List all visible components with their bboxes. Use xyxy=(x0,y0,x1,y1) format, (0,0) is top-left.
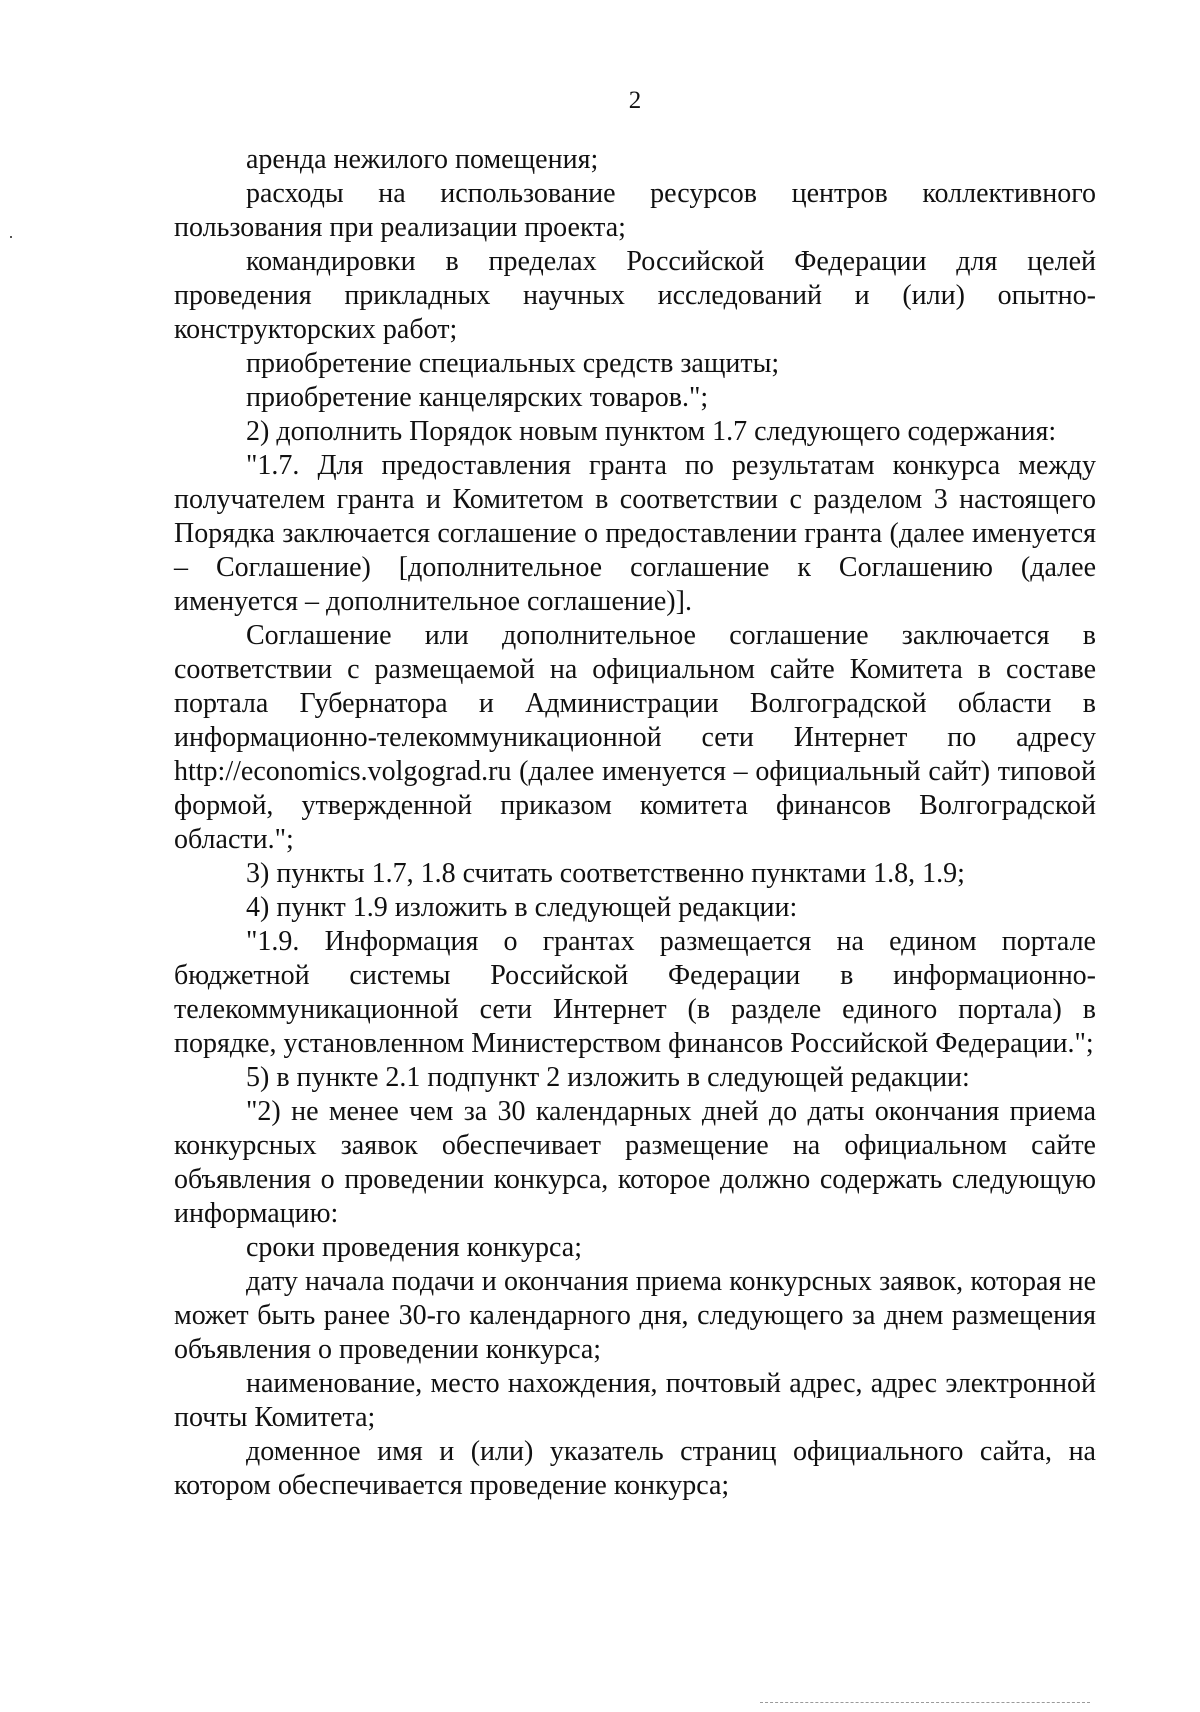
paragraph: приобретение канцелярских товаров."; xyxy=(246,382,709,413)
scan-artifact xyxy=(760,1702,1090,1704)
page-number: 2 xyxy=(628,87,642,114)
paragraph: аренда нежилого помещения; xyxy=(246,144,599,175)
paragraph: 5) в пункте 2.1 подпункт 2 изложить в следующей редакции: xyxy=(246,1062,970,1093)
document-body xyxy=(174,143,1096,1503)
paragraph: командировки в пределах Российской Федерации для целей проведения прикладных научных исследований и (или) опытно-конструкторских работ; xyxy=(174,246,1096,345)
paragraph: "1.9. Информация о грантах размещается на едином портале бюджетной системы Российской Федерации в информационно-телекоммуникационной сети Интернет (в разделе единого портала) в порядке, установленном Министерством финансов Российской Федерации."; xyxy=(174,926,1096,1059)
paragraph: 4) пункт 1.9 изложить в следующей редакции: xyxy=(246,892,798,923)
paragraph: дату начала подачи и окончания приема конкурсных заявок, которая не может быть ранее 30-го календарного дня, следующего за днем размещения объявления о проведении конкурса; xyxy=(174,1266,1096,1365)
scan-artifact xyxy=(10,236,12,238)
paragraph: Соглашение или дополнительное соглашение заключается в соответствии с размещаемой на официальном сайте Комитета в составе портала Губернатора и Администрации Волгоградской области в информационно-телекоммуникационной сети Интернет по адресу http://economics.volgograd.ru (далее именуется – официальный сайт) типовой формой, утвержденной приказом комитета финансов Волгоградской области."; xyxy=(174,620,1096,855)
paragraph: доменное имя и (или) указатель страниц официального сайта, на котором обеспечивается проведение конкурса; xyxy=(174,1436,1096,1501)
paragraph: "2) не менее чем за 30 календарных дней до даты окончания приема конкурсных заявок обеспечивает размещение на официальном сайте объявления о проведении конкурса, которое должно содержать следующую информацию: xyxy=(174,1096,1096,1229)
paragraph: 2) дополнить Порядок новым пунктом 1.7 следующего содержания: xyxy=(246,416,1057,447)
paragraph: сроки проведения конкурса; xyxy=(246,1232,582,1263)
paragraph: "1.7. Для предоставления гранта по результатам конкурса между получателем гранта и Комитетом в соответствии с разделом 3 настоящего Порядка заключается соглашение о предоставлении гранта (далее именуется – Соглашение) [дополнительное соглашение к Соглашению (далее именуется – дополнительное соглашение)]. xyxy=(174,450,1096,617)
paragraph: приобретение специальных средств защиты; xyxy=(246,348,780,379)
paragraph: расходы на использование ресурсов центров коллективного пользования при реализации проекта; xyxy=(174,178,1096,243)
paragraph: 3) пункты 1.7, 1.8 считать соответственно пунктами 1.8, 1.9; xyxy=(246,858,965,889)
paragraph: наименование, место нахождения, почтовый адрес, адрес электронной почты Комитета; xyxy=(174,1368,1096,1433)
